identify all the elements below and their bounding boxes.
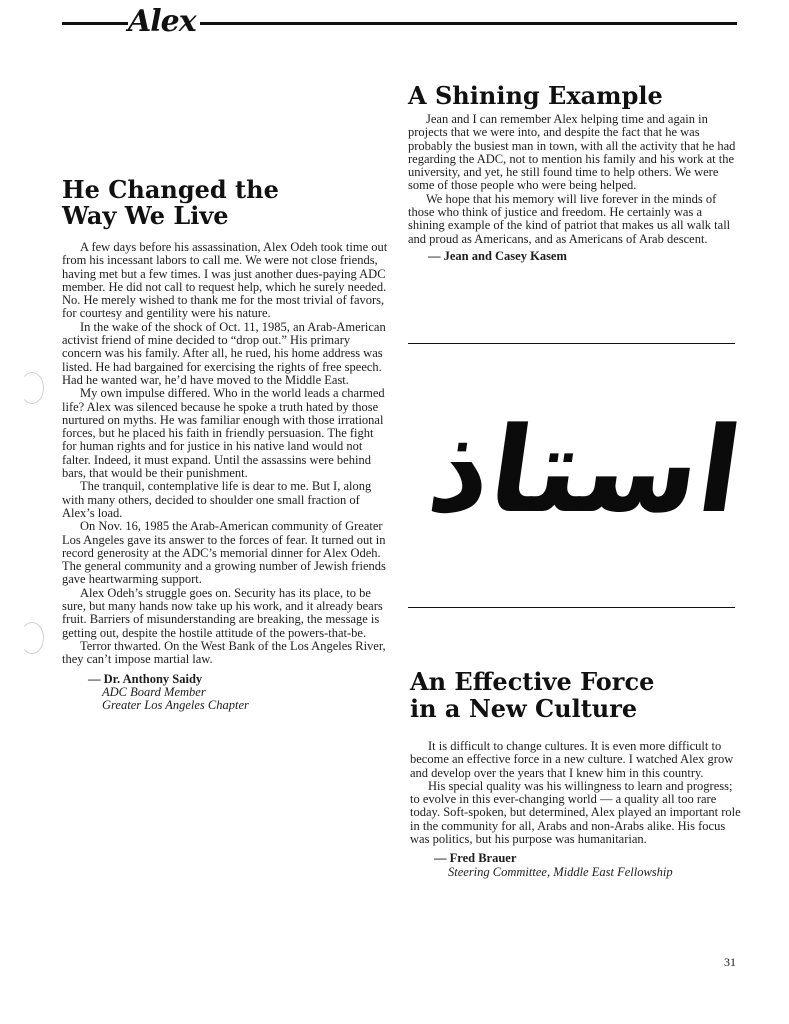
top-right-article-title: A Shining Example xyxy=(408,81,663,110)
divider-top xyxy=(408,343,735,344)
left-article-title-line2: Way We Live xyxy=(62,201,229,230)
left-paragraph: On Nov. 16, 1985 the Arab-American community of Greater Los Angeles gave its answer to the forces of fear. It turned out in record generosity at the ADC’s memorial dinner for Alex Odeh. The general community and a growing number of Jewish friends gave heartwarming support. xyxy=(62,519,386,587)
top-right-paragraph: Jean and I can remember Alex helping time and again in projects that we were into, and despite the fact that he was probably the busiest man in town, with all the activity that he had regarding the ADC, not to mention his family and his work at the university, and yet, he still found time to help others. We were some of those people who were being helped. xyxy=(408,112,736,193)
left-signature-name: — Dr. Anthony Saidy xyxy=(88,671,203,686)
divider-bottom xyxy=(408,607,735,608)
left-paragraph: The tranquil, contemplative life is dear to me. But I, along with many others, decided to shoulder one small fraction of Alex’s load. xyxy=(62,479,372,520)
bottom-right-paragraph: His special quality was his willingness to learn and progress; to evolve in this ever-changing world — a quality all too rare today. Soft-spoken, but determined, Alex played an important role in the community for all, Arabs and non-Arabs alike. His focus was politics, but his purpose was humanitarian. xyxy=(410,778,741,847)
arabic-calligraphy: استاذ xyxy=(420,401,750,539)
top-right-article-body xyxy=(408,113,738,263)
binder-hole-mark xyxy=(20,372,44,404)
left-paragraph: Alex Odeh’s struggle goes on. Security has its place, to be sure, but many hands now take up his work, and it already bears fruit. Barriers of misunderstanding are breaking, the message is getting out, despite the hostile attitude of the powers-that-be. xyxy=(62,585,383,640)
top-right-paragraph: We hope that his memory will live forever in the minds of those who think of justice and freedom. He certainly was a shining example of the kind of patriot that makes us all walk tall and proud as Americans, and as Americans of Arab descent. xyxy=(408,191,731,246)
top-right-signature: — Jean and Casey Kasem xyxy=(428,248,567,263)
left-signature-org: Greater Los Angeles Chapter xyxy=(102,698,249,713)
header-rule-left xyxy=(62,22,128,25)
bottom-right-signature-name: — Fred Brauer xyxy=(434,851,517,866)
left-article-body xyxy=(62,241,390,712)
bottom-right-title-line2: in a New Culture xyxy=(410,694,638,723)
left-signature-role: ADC Board Member xyxy=(102,684,206,699)
left-article-title-line1: He Changed the xyxy=(62,175,279,204)
binder-hole-mark xyxy=(20,622,44,654)
left-paragraph: My own impulse differed. Who in the world leads a charmed life? Alex was silenced because he spoke a truth hated by those nurtured on myths. He was familiar enough with those irrational forces, but he placed his faith in friendly persuasion. The fight for human rights and for justice in his native land would not falter. Indeed, it must expand. Until the assassins were behind bars, that would be their punishment. xyxy=(62,386,385,481)
left-paragraph: A few days before his assassination, Alex Odeh took time out from his incessant labors to call me. We were not close friends, having met but a few times. I was just another dues-paying ADC member. He did not call to request help, which he surely needed. No. He merely wished to thank me for the most trivial of favors, for courtesy and gentility were his nature. xyxy=(62,240,388,321)
bottom-right-article-body xyxy=(410,740,745,879)
page-number: 31 xyxy=(724,955,736,969)
header-rule-right xyxy=(200,22,737,25)
bottom-right-article-title xyxy=(410,668,654,722)
bottom-right-paragraph: It is difficult to change cultures. It is even more difficult to become an effective force in a new culture. I watched Alex grow and develop over the years that I knew him in this country. xyxy=(410,739,734,780)
left-article-title xyxy=(62,177,279,229)
left-paragraph: In the wake of the shock of Oct. 11, 1985, an Arab-American activist friend of mine decided to “drop out.” His primary concern was his family. After all, he rued, his home address was listed. He had bargained for exercising the rights of free speech. Had he wanted war, he’d have moved to the Middle East. xyxy=(62,319,386,387)
bottom-right-signature-role: Steering Committee, Middle East Fellowship xyxy=(448,864,673,879)
left-signature xyxy=(62,673,390,713)
left-paragraph: Terror thwarted. On the West Bank of the Los Angeles River, they can’t impose martial law. xyxy=(62,638,386,667)
alex-logo: Alex xyxy=(128,4,196,39)
bottom-right-title-line1: An Effective Force xyxy=(410,667,655,696)
bottom-right-signature xyxy=(410,852,745,879)
